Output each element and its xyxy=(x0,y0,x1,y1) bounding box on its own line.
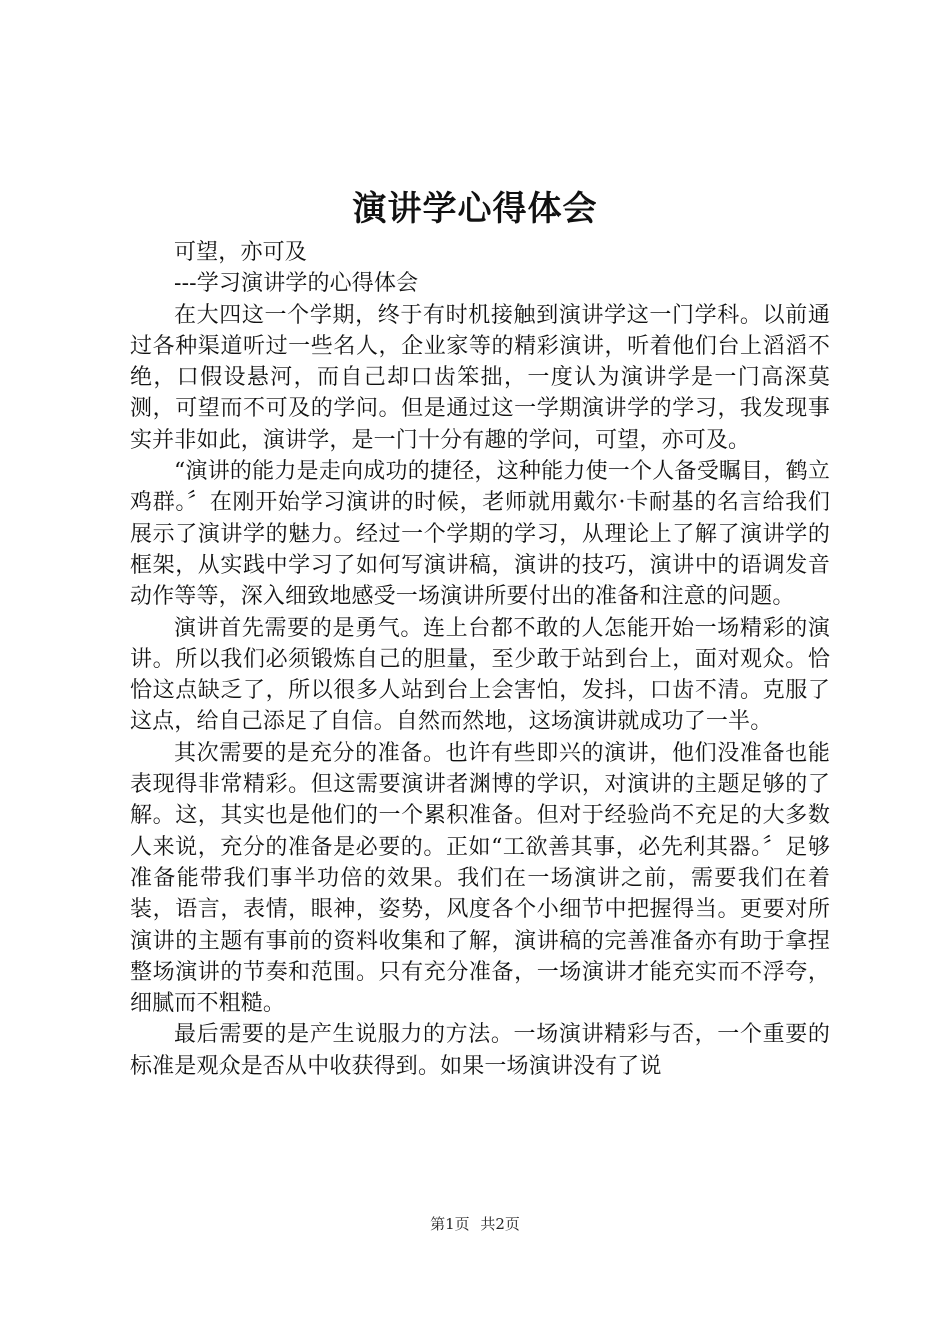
body-paragraph: 演讲首先需要的是勇气。连上台都不敢的人怎能开始一场精彩的演讲。所以我们必须锻炼自己的胆量，至少敢于站到台上，面对观众。恰恰这点缺乏了，所以很多人站到台上会害怕，发抖，口齿不清。克服了这点，给自己添足了自信。自然而然地，这场演讲就成功了一半。 xyxy=(130,615,830,735)
body-paragraph: 在大四这一个学期，终于有时机接触到演讲学这一门学科。以前通过各种渠道听过一些名人，企业家等的精彩演讲，听着他们台上滔滔不绝，口假设悬河，而自己却口齿笨拙，一度认为演讲学是一门高深莫测，可望而不可及的学问。但是通过这一学期演讲学的学习，我发现事实并非如此，演讲学，是一门十分有趣的学问，可望，亦可及。 xyxy=(130,302,830,453)
subtitle-line: ---学习演讲学的心得体会 xyxy=(174,271,419,297)
document-title: 演讲学心得体会 xyxy=(352,189,598,229)
document-body xyxy=(130,237,830,1082)
body-paragraph: “演讲的能力是走向成功的捷径，这种能力使一个人备受瞩目，鹤立鸡群。〞在刚开始学习演讲的时候，老师就用戴尔·卡耐基的名言给我们展示了演讲学的魅力。经过一个学期的学习，从理论上了解了演讲学的框架，从实践中学习了如何写演讲稿，演讲的技巧，演讲中的语调发音动作等等，深入细致地感受一场演讲所要付出的准备和注意的问题。 xyxy=(130,459,830,610)
body-paragraph: 其次需要的是充分的准备。也许有些即兴的演讲，他们没准备也能表现得非常精彩。但这需要演讲者渊博的学识，对演讲的主题足够的了解。这，其实也是他们的一个累积准备。但对于经验尚不充足的大多数人来说，充分的准备是必要的。正如“工欲善其事，必先利其器。〞足够准备能带我们事半功倍的效果。我们在一场演讲之前，需要我们在着装，语言，表情，眼神，姿势，风度各个小细节中把握得当。更要对所演讲的主题有事前的资料收集和了解，演讲稿的完善准备亦有助于拿捏整场演讲的节奏和范围。只有充分准备，一场演讲才能充实而不浮夸，细腻而不粗糙。 xyxy=(130,740,830,1017)
subtitle-line: 可望，亦可及 xyxy=(174,240,307,265)
page-total: 共2页 xyxy=(480,1215,520,1233)
page-footer xyxy=(0,1213,950,1235)
body-paragraph: 最后需要的是产生说服力的方法。一场演讲精彩与否，一个重要的标准是观众是否从中收获得到。如果一场演讲没有了说 xyxy=(130,1022,830,1079)
page-number: 第1页 xyxy=(430,1215,470,1233)
